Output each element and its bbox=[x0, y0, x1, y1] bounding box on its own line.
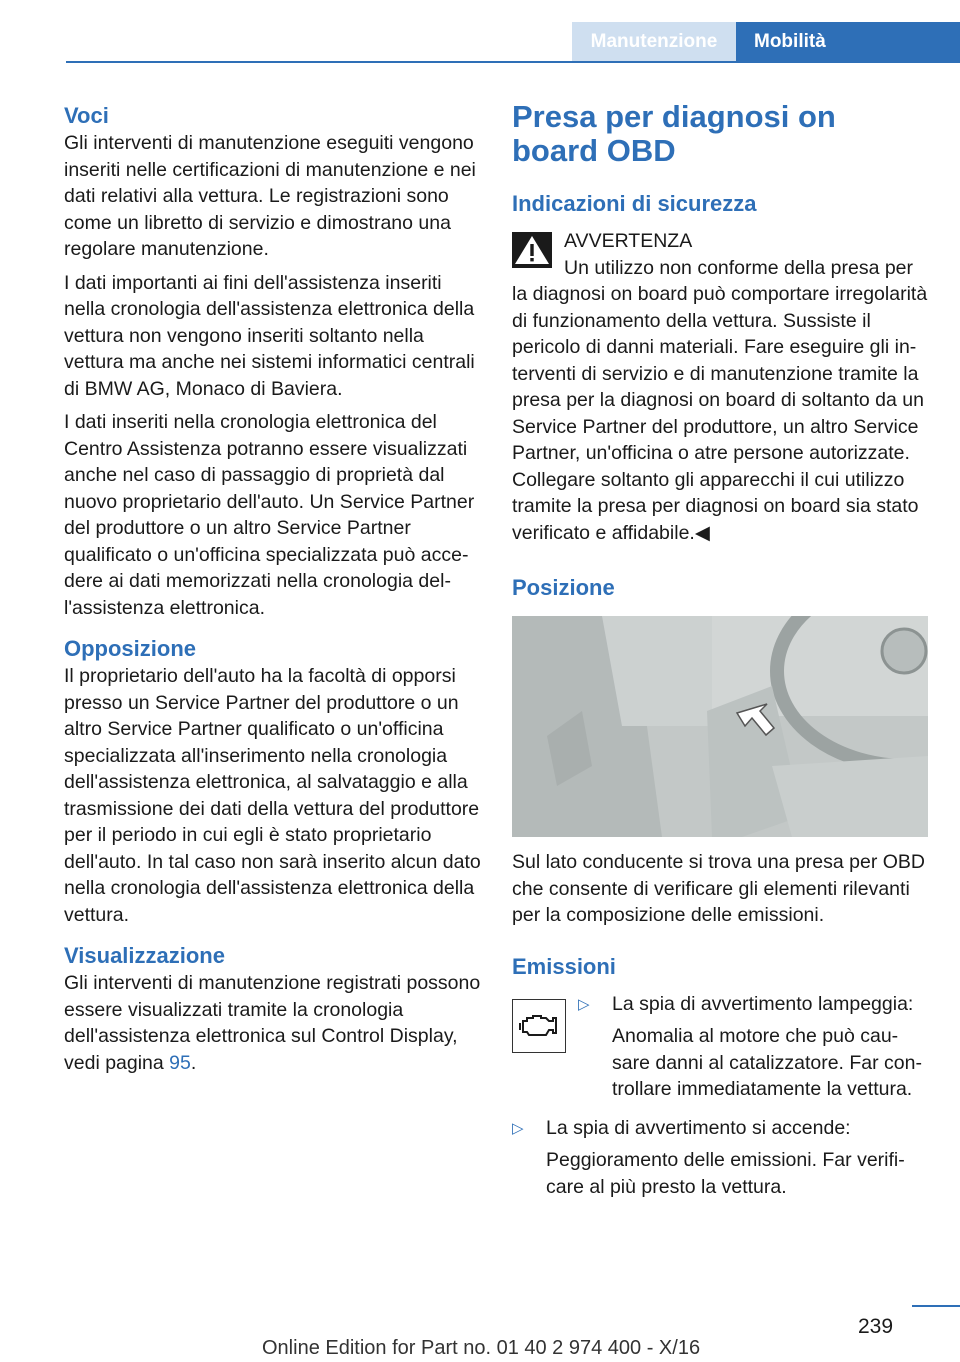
bullet-lit-body: Peggioramento delle emissioni. Far verificare al più presto la vettura. bbox=[546, 1149, 905, 1198]
bullet-lit bbox=[512, 1115, 928, 1201]
warning-title: AVVERTENZA bbox=[564, 230, 693, 252]
right-column bbox=[512, 100, 928, 1200]
emission-item-flashing-text bbox=[578, 991, 928, 1103]
warning-text-first: Un utilizzo non conforme della presa per bbox=[564, 256, 914, 279]
opposizione-paragraph: Il proprietario dell'auto ha la facoltà di opporsi presso un Service Partner del produttore o un altro Service Partner qualificato o un'officina specializzata all'inserimento nella cronologia dell'assistenza elettronica, al salvataggio e alla trasmissione dei dati della vettura del produttore per il periodo in cui egli è stato proprietario dell'auto. In tal caso non sarà inserito alcun dato nella cronologia dell'assistenza elettronica della vettura. bbox=[64, 665, 481, 926]
warning-block bbox=[512, 228, 928, 546]
warning-triangle-icon bbox=[512, 232, 552, 268]
obd-location-photo bbox=[512, 616, 928, 837]
section-title-visualizzazione: Visualizzazione bbox=[64, 943, 225, 968]
section-title-sicurezza: Indicazioni di sicurezza bbox=[512, 191, 757, 216]
voci-paragraph-1: Gli interventi di manutenzione eseguiti vengono inseriti nelle certificazioni di manutenzione e nei dati relativi alla vettura. Le registrazioni sono come un libretto di servizio e dimostrano una regolare manutenzione. bbox=[64, 132, 476, 260]
obd-photo-illustration bbox=[512, 616, 928, 837]
bullet-triangle-icon: ▷ bbox=[512, 1119, 524, 1137]
visualizzazione-end: . bbox=[190, 1051, 197, 1074]
page-number: 239 bbox=[858, 1315, 894, 1338]
engine-check-icon bbox=[512, 999, 566, 1053]
voci-paragraph-2: I dati importanti ai fini dell'assistenza inseriti nella cronologia dell'assistenza elettronica della vettura non vengono inseriti soltanto nella vettura ma anche nei sistemi informatici centrali di BMW AG, Monaco di Baviera. bbox=[64, 271, 475, 400]
section-title-posizione: Posizione bbox=[512, 575, 615, 600]
tab-mobilita[interactable]: Mobilità bbox=[736, 22, 960, 62]
section-title-opposizione: Opposizione bbox=[64, 636, 196, 661]
page-link-95[interactable]: 95 bbox=[169, 1051, 191, 1074]
section-title-emissioni: Emissioni bbox=[512, 953, 616, 979]
bullet-flashing-body: Anomalia al motore che può causare danni al catalizzatore. Far controllare immediatamente la vettura. bbox=[612, 1025, 922, 1100]
bullet-flashing-head: La spia di avvertimento lampeggia: bbox=[612, 992, 914, 1015]
emission-item-flashing bbox=[512, 991, 928, 1103]
posizione-paragraph: Sul lato conducente si trova una presa per OBD che consente di verificare gli elementi rilevanti per la composizione delle emissioni. bbox=[512, 851, 925, 926]
section-title-voci: Voci bbox=[64, 103, 109, 128]
bullet-triangle-icon: ▷ bbox=[578, 995, 590, 1013]
visualizzazione-paragraph bbox=[64, 970, 482, 1076]
left-column bbox=[64, 102, 482, 1083]
header-rule bbox=[66, 61, 960, 63]
bullet-flashing bbox=[578, 991, 928, 1103]
voci-paragraph-3: I dati inseriti nella cronologia elettronica del Centro Assistenza potranno essere visualizzati anche nel caso di passaggio di proprietà dal nuovo proprietario dell'auto. Un Service Partner del produttore o un altro Service Partner qualificato o un'officina specializzata può accedere ai dati memorizzati nella cronologia dell'assistenza elettronica. bbox=[64, 411, 475, 619]
bullet-lit-head: La spia di avvertimento si accende: bbox=[546, 1116, 851, 1139]
visualizzazione-text: Gli interventi di manutenzione registrati possono essere visualizzati tramite la cronologia dell'assistenza elettronica sul Control Display, vedi pagina bbox=[64, 972, 481, 1074]
footer-edition: Online Edition for Part no. 01 40 2 974 400 - X/16 bbox=[262, 1337, 701, 1359]
tab-manutenzione[interactable]: Manutenzione bbox=[572, 22, 736, 62]
page-title: Presa per diagnosi on board OBD bbox=[512, 99, 836, 168]
warning-text: la diagnosi on board può comportare irregolarità di funzionamento della vettura. Sussiste il pericolo di danni materiali. Fare eseguire gli interventi di servizio e di manutenzione tramite la presa per la diagnosi on board di soltanto da un Service Partner del produttore, un altro Service Partner, un'officina o atre persone autorizzate. Collegare soltanto gli apparecchi il cui utilizzo tramite la presa per diagnosi on board sia stato verificato e affidabile.◀ bbox=[512, 283, 928, 544]
footer-rule bbox=[912, 1305, 960, 1307]
